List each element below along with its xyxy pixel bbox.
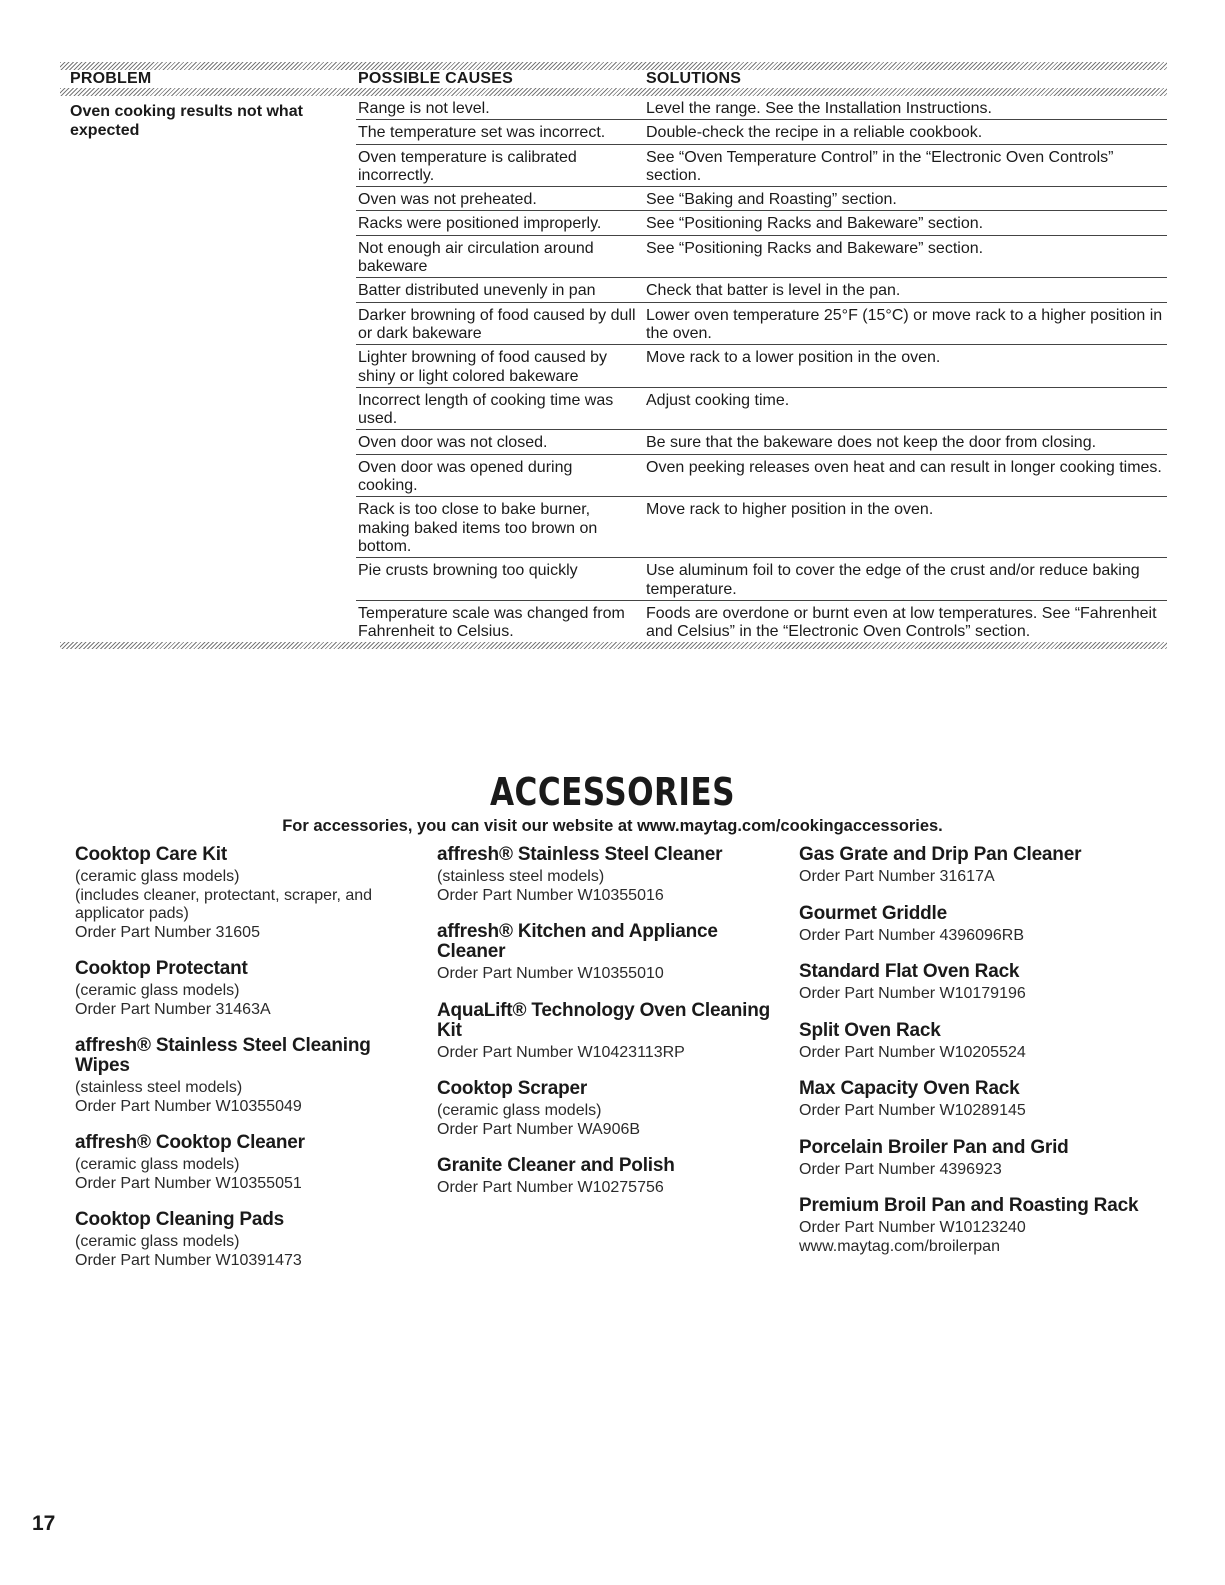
cause-cell: Rack is too close to bake burner, making baked items too brown on bottom. (358, 501, 598, 555)
accessory-item (75, 845, 415, 942)
accessory-detail: (includes cleaner, protectant, scraper, and applicator pads) (75, 886, 373, 922)
accessory-name: Gourmet Griddle (799, 902, 947, 924)
accessory-detail: Order Part Number W10391473 (75, 1251, 302, 1269)
accessory-name: AquaLift® Technology Oven Cleaning Kit (437, 999, 771, 1041)
accessory-item (799, 962, 1139, 1004)
accessory-name: Premium Broil Pan and Roasting Rack (799, 1195, 1139, 1216)
table-row (356, 387, 1167, 430)
accessory-name: Gas Grate and Drip Pan Cleaner (799, 844, 1082, 865)
table-body (60, 96, 1167, 642)
accessory-item (437, 922, 777, 984)
header-problem: PROBLEM (70, 70, 152, 87)
header-hatch-rule (60, 88, 1167, 96)
solution-cell: Adjust cooking time. (646, 391, 790, 409)
accessory-detail: Order Part Number 4396923 (799, 1160, 1002, 1178)
page-number: 17 (32, 1512, 56, 1535)
solution-cell: See “Positioning Racks and Bakeware” section. (646, 215, 984, 233)
table-row (356, 344, 1167, 387)
accessory-detail: (ceramic glass models) (75, 1156, 240, 1173)
table-row (356, 186, 1167, 210)
accessory-item (75, 959, 415, 1019)
accessory-item (799, 845, 1139, 887)
accessory-detail: Order Part Number W10275756 (437, 1179, 664, 1196)
cause-cell: Not enough air circulation around bakeware (358, 239, 594, 276)
accessory-name: affresh® Kitchen and Appliance Cleaner (437, 921, 718, 962)
troubleshooting-table (60, 62, 1167, 649)
accessory-item (75, 1133, 415, 1193)
bottom-hatch-rule (60, 642, 1167, 649)
table-row (356, 235, 1167, 278)
solution-cell: Use aluminum foil to cover the edge of the crust and/or reduce baking temperature. (646, 562, 1140, 598)
accessory-detail: www.maytag.com/broilerpan (799, 1237, 1000, 1255)
cause-cell: The temperature set was incorrect. (358, 124, 606, 142)
accessory-name: Cooktop Cleaning Pads (75, 1209, 285, 1230)
accessory-item (437, 1079, 777, 1139)
accessories-column-1 (75, 845, 415, 1287)
cause-cell: Oven door was opened during cooking. (358, 458, 573, 495)
cause-cell: Oven temperature is calibrated incorrectly. (358, 148, 577, 184)
solution-cell: Lower oven temperature 25°F (15°C) or move rack to a higher position in the oven. (646, 306, 1163, 342)
accessory-detail: Order Part Number WA906B (437, 1120, 641, 1138)
accessories-column-2 (437, 845, 777, 1215)
accessory-name: Cooktop Care Kit (75, 844, 227, 865)
accessory-detail: (stainless steel models) (437, 868, 605, 885)
solution-cell: See “Positioning Racks and Bakeware” section. (646, 239, 984, 257)
cause-cell: Racks were positioned improperly. (358, 215, 602, 233)
accessory-item (75, 1036, 415, 1116)
solution-cell: See “Oven Temperature Control” in the “Electronic Oven Controls” section. (646, 148, 1114, 184)
accessory-item (799, 1021, 1139, 1063)
accessory-detail: (ceramic glass models) (437, 1102, 602, 1119)
cause-solution-rows (356, 96, 1167, 642)
table-row (356, 429, 1167, 453)
accessory-name: Granite Cleaner and Polish (437, 1155, 675, 1176)
accessory-detail: Order Part Number W10355049 (75, 1097, 302, 1115)
table-header (60, 70, 1167, 88)
accessory-name: affresh® Stainless Steel Cleaning Wipes (75, 1035, 371, 1076)
table-row (356, 557, 1167, 600)
accessory-item (799, 904, 1139, 946)
accessory-detail: (ceramic glass models) (75, 1233, 240, 1250)
solution-cell: Double-check the recipe in a reliable cookbook. (646, 124, 983, 142)
solution-cell: Move rack to a lower position in the oven. (646, 349, 941, 367)
table-row (356, 277, 1167, 301)
table-row (356, 302, 1167, 345)
accessory-detail: Order Part Number W10423113RP (437, 1043, 685, 1061)
solution-cell: Move rack to higher position in the oven. (646, 501, 934, 519)
accessory-detail: (stainless steel models) (75, 1079, 243, 1096)
cause-cell: Lighter browning of food caused by shiny or light colored bakeware (358, 349, 608, 385)
cause-cell: Batter distributed unevenly in pan (358, 282, 596, 300)
solution-cell: See “Baking and Roasting” section. (646, 191, 897, 209)
accessory-name: Cooktop Scraper (437, 1078, 588, 1099)
table-row (356, 144, 1167, 187)
table-row (356, 496, 1167, 557)
accessory-item (437, 845, 777, 905)
table-row (356, 600, 1167, 643)
accessories-title: ACCESSORIES (490, 770, 735, 814)
accessory-detail: Order Part Number W10179196 (799, 985, 1026, 1002)
accessory-name: Porcelain Broiler Pan and Grid (799, 1136, 1069, 1158)
accessory-detail: (ceramic glass models) (75, 982, 240, 999)
accessory-name: Standard Flat Oven Rack (799, 961, 1020, 982)
cause-cell: Darker browning of food caused by dull or dark bakeware (358, 306, 636, 342)
solution-cell: Check that batter is level in the pan. (646, 282, 901, 300)
accessory-detail: Order Part Number W10205524 (799, 1043, 1026, 1061)
accessory-item (799, 1196, 1139, 1256)
accessory-item (437, 1001, 777, 1063)
accessory-detail: Order Part Number W10123240 (799, 1219, 1026, 1236)
header-possible-causes: POSSIBLE CAUSES (358, 70, 514, 87)
accessory-name: Max Capacity Oven Rack (799, 1078, 1020, 1099)
accessory-detail: Order Part Number W10355051 (75, 1174, 302, 1192)
accessory-item (75, 1210, 415, 1270)
problem-cell: Oven cooking results not what expected (70, 103, 303, 139)
accessory-item (799, 1138, 1139, 1180)
solution-cell: Oven peeking releases oven heat and can result in longer cooking times. (646, 458, 1162, 476)
solution-cell: Foods are overdone or burnt even at low temperatures. See “Fahrenheit and Celsius” in the “Electronic Oven Controls” section. (646, 604, 1157, 641)
accessories-subtitle: For accessories, you can visit our website at www.maytag.com/cookingaccessories. (282, 817, 943, 835)
accessory-detail: (ceramic glass models) (75, 868, 240, 885)
accessory-name: affresh® Stainless Steel Cleaner (437, 844, 723, 865)
table-row (356, 119, 1167, 143)
accessory-item (799, 1079, 1139, 1121)
accessory-name: Cooktop Protectant (75, 958, 248, 979)
table-row (356, 454, 1167, 497)
accessories-column-3 (799, 845, 1139, 1273)
accessory-detail: Order Part Number W10289145 (799, 1102, 1026, 1119)
accessory-detail: Order Part Number W10355016 (437, 886, 664, 904)
top-hatch-rule (60, 62, 1167, 70)
accessory-detail: Order Part Number 31617A (799, 868, 995, 885)
accessory-detail: Order Part Number 4396096RB (799, 926, 1024, 944)
accessory-name: affresh® Cooktop Cleaner (75, 1132, 305, 1153)
cause-cell: Range is not level. (358, 100, 490, 117)
table-row (356, 96, 1167, 119)
accessory-name: Split Oven Rack (799, 1019, 941, 1041)
cause-cell: Oven was not preheated. (358, 191, 537, 209)
accessory-detail: Order Part Number 31605 (75, 923, 260, 941)
table-row (356, 210, 1167, 234)
accessory-item (437, 1156, 777, 1198)
accessory-detail: Order Part Number 31463A (75, 1000, 271, 1018)
cause-cell: Pie crusts browning too quickly (358, 562, 578, 580)
cause-cell: Temperature scale was changed from Fahrenheit to Celsius. (358, 604, 625, 641)
header-solutions: SOLUTIONS (646, 70, 742, 87)
solution-cell: Level the range. See the Installation Instructions. (646, 100, 992, 117)
accessory-detail: Order Part Number W10355010 (437, 965, 664, 982)
solution-cell: Be sure that the bakeware does not keep the door from closing. (646, 434, 1097, 452)
cause-cell: Incorrect length of cooking time was used. (358, 391, 614, 428)
cause-cell: Oven door was not closed. (358, 434, 548, 452)
